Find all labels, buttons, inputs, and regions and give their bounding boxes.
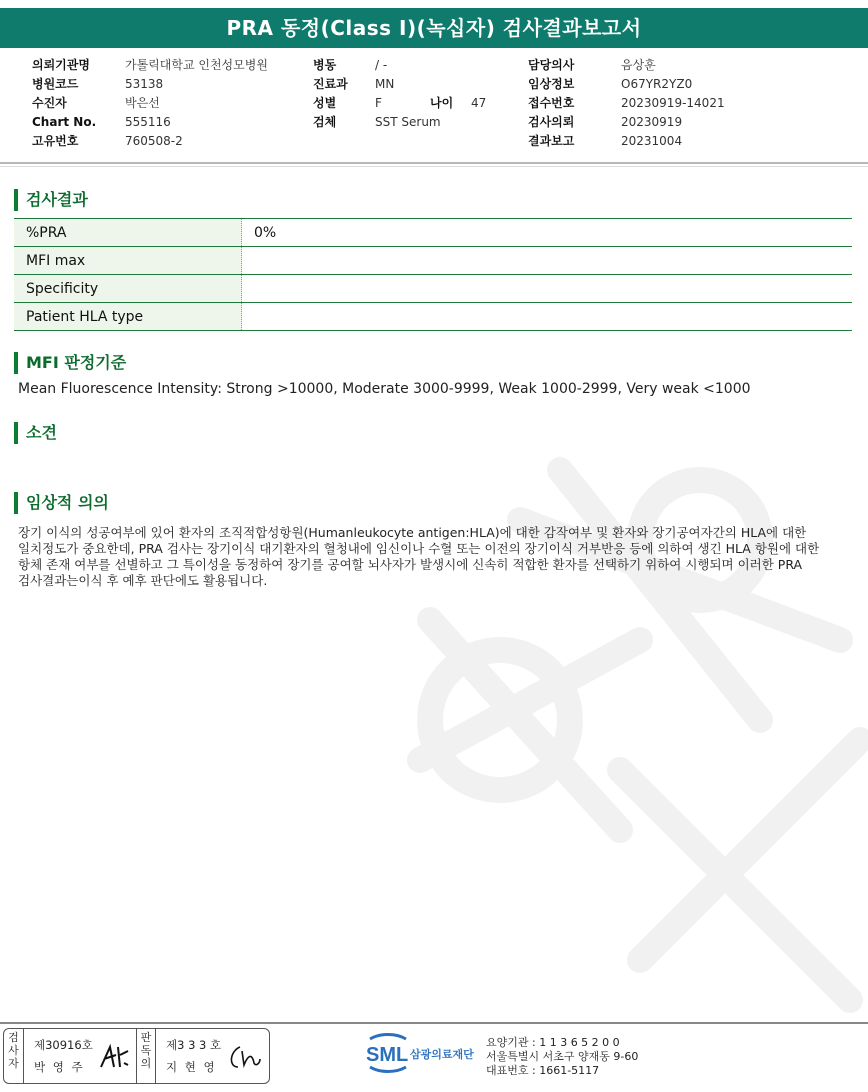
address-line: 서울특별시 서초구 양재동 9-60: [486, 1050, 639, 1063]
result-value: 0%: [242, 219, 853, 247]
result-key: Patient HLA type: [14, 303, 242, 331]
age-field: [430, 94, 486, 113]
age-value: 47: [471, 96, 487, 110]
field-label: 검체: [313, 115, 337, 129]
field-value: 20231004: [621, 134, 683, 148]
header-field: [528, 132, 725, 151]
header-field: [528, 113, 725, 132]
section-results-title: 검사결과: [14, 189, 88, 211]
field-label: 진료과: [313, 77, 348, 91]
result-value: [242, 303, 853, 331]
inspector-license-no: 제30916호: [34, 1038, 93, 1052]
header-field: [313, 94, 441, 113]
result-row: [14, 303, 852, 331]
field-label: 임상정보: [528, 77, 575, 91]
org-abbr: SML: [366, 1044, 409, 1066]
inspector-label: 검 사 자: [4, 1029, 24, 1083]
header-field: [32, 75, 268, 94]
reviewer-license-no: 제3 3 3 호: [166, 1038, 222, 1052]
field-value: SST Serum: [375, 115, 441, 129]
header-field: [32, 113, 268, 132]
field-label: 고유번호: [32, 134, 79, 148]
header-column-3: [528, 56, 725, 151]
result-row: [14, 275, 852, 303]
signature-stamp-box: [3, 1028, 270, 1084]
field-value: 555116: [125, 115, 171, 129]
field-value: F: [375, 96, 382, 110]
result-value: [242, 275, 853, 303]
field-value: 음상훈: [621, 58, 656, 72]
inspector-signature: [98, 1041, 132, 1073]
field-label: 담당의사: [528, 58, 575, 72]
section-clinical-title: 임상적 의의: [14, 492, 109, 514]
result-key: Specificity: [14, 275, 242, 303]
field-value: O67YR2YZ0: [621, 77, 693, 91]
result-key: MFI max: [14, 247, 242, 275]
field-label: 검사의뢰: [528, 115, 575, 129]
field-label: 접수번호: [528, 96, 575, 110]
header-field: [313, 75, 441, 94]
footer-divider: [0, 1022, 868, 1024]
organization-address: [486, 1036, 638, 1078]
result-key: %PRA: [14, 219, 242, 247]
header-field: [313, 113, 441, 132]
header-field: [32, 132, 268, 151]
header-column-1: [32, 56, 268, 151]
field-label: 병원코드: [32, 77, 79, 91]
header-field: [528, 94, 725, 113]
field-value: 20230919: [621, 115, 683, 129]
clinical-line: 장기 이식의 성공여부에 있어 환자의 조직적합성항원(Humanleukocyte antigen:HLA)에 대한 감작여부 및 환자와 장기공여자간의 HLA에 대한: [18, 525, 807, 540]
field-value: 53138: [125, 77, 164, 91]
result-row: [14, 219, 852, 247]
organization-logo: [366, 1033, 486, 1077]
clinical-line: 일치정도가 중요한데, PRA 검사는 장기이식 대기환자의 혈청내에 임신이나 수혈 또는 이전의 장기이식 거부반응 등에 의하여 생긴 HLA 항원에 대한: [18, 541, 820, 556]
header-divider: [0, 162, 868, 164]
address-line: 대표번호 : 1661-5117: [486, 1064, 600, 1077]
report-title: PRA 동정(Class I)(녹십자) 검사결과보고서: [0, 8, 868, 48]
field-value: / -: [375, 58, 388, 72]
field-label: 수진자: [32, 96, 67, 110]
header-column-2: [313, 56, 441, 132]
field-value: 박은선: [125, 96, 160, 110]
result-row: [14, 247, 852, 275]
header-divider-thin: [0, 166, 868, 167]
clinical-line: 항체 존재 여부를 선별하고 그 특이성을 동정하여 장기를 공여할 뇌사자가 발생시에 신속히 적합한 환자를 선택하기 위하여 시행되며 이러한 PRA: [18, 557, 803, 572]
header-field: [313, 56, 441, 75]
field-label: Chart No.: [32, 115, 97, 129]
header-field: [32, 56, 268, 75]
section-opinion-title: 소견: [14, 422, 57, 444]
reviewer-name: 지 현 영: [166, 1060, 217, 1074]
clinical-significance-text: [18, 525, 819, 589]
age-label: 나이: [430, 96, 454, 110]
field-label: 병동: [313, 58, 337, 72]
mfi-criteria-text: Mean Fluorescence Intensity: Strong >10000, Moderate 3000-9999, Weak 1000-2999, Very weak <1000: [18, 381, 751, 397]
field-value: 20230919-14021: [621, 96, 725, 110]
field-label: 성별: [313, 96, 337, 110]
header-field: [528, 75, 725, 94]
field-value: 가톨릭대학교 인천성모병원: [125, 58, 268, 72]
section-mfi-title: MFI 판정기준: [14, 352, 126, 374]
inspector-name: 박 영 주: [34, 1060, 85, 1074]
field-label: 의뢰기관명: [32, 58, 90, 72]
org-name: 삼광의료재단: [410, 1048, 474, 1061]
sml-logo-icon: [366, 1033, 486, 1073]
field-value: 760508-2: [125, 134, 183, 148]
reviewer-signature: [226, 1041, 264, 1073]
header-field: [32, 94, 268, 113]
reviewer-label: 판 독 의: [136, 1029, 156, 1083]
result-value: [242, 247, 853, 275]
field-value: MN: [375, 77, 395, 91]
field-label: 결과보고: [528, 134, 575, 148]
address-line: 요양기관 : 1 1 3 6 5 2 0 0: [486, 1036, 620, 1049]
results-table: [14, 218, 852, 331]
header-field: [528, 56, 725, 75]
clinical-line: 검사결과는이식 후 예후 판단에도 활용됩니다.: [18, 573, 268, 588]
